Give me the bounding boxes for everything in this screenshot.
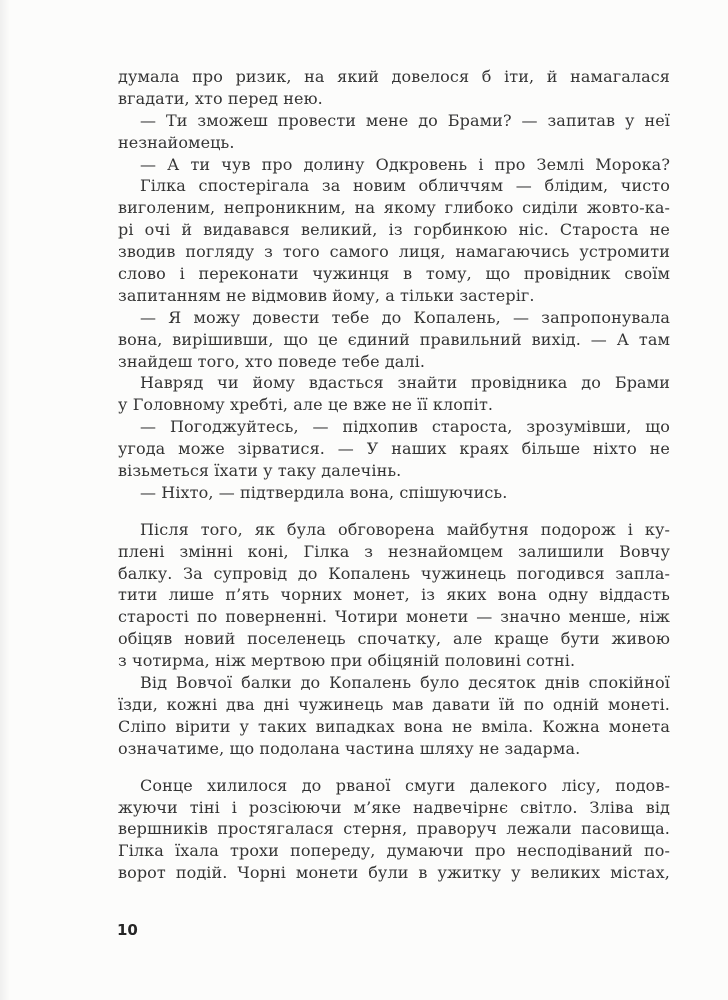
text-line: вершників простягалася стерня, праворуч лежали пасовища. xyxy=(118,819,670,839)
text-line: вона, вирішивши, що це єдиний правильний вихід. — А там xyxy=(118,329,670,349)
text-line: незнайомець. xyxy=(118,132,235,152)
text-line: Від Вовчої балки до Копалень було десяток днів спокійної xyxy=(140,673,670,693)
text-line: слово і переконати чужинця в тому, що провідник своїм xyxy=(118,264,670,284)
text-line: думала про ризик, на який довелося б іти, й намагалася xyxy=(118,67,670,86)
text-line: вгадати, хто перед нею. xyxy=(118,88,323,108)
text-line: Після того, як була обговорена майбутня подорож і ку- xyxy=(140,519,670,539)
text-line: — Я можу довести тебе до Копалень, — запропонувала xyxy=(140,307,670,327)
paragraph xyxy=(118,110,670,154)
text-line: Сонце хилилося до рваної смуги далекого лісу, подов- xyxy=(140,775,670,795)
text-line: угода може зірватися. — У наших краях більше ніхто не xyxy=(118,439,670,459)
text-line: — Ти зможеш провести мене до Брами? — запитав у неї xyxy=(140,110,670,130)
page-number: 10 xyxy=(117,921,138,939)
paragraph xyxy=(118,482,670,504)
text-line: у Головному хребті, але це вже не її клопіт. xyxy=(118,395,494,415)
paragraph xyxy=(118,519,670,672)
text-line: Сліпо вірити у таких випадках вона не вміла. Кожна монета xyxy=(118,716,670,736)
paragraph xyxy=(118,66,670,110)
text-line: зводив погляду з того самого лиця, намагаючись устромити xyxy=(118,242,670,262)
text-line: Гілка спостерігала за новим обличчям — блідим, чисто xyxy=(140,176,670,196)
text-line: тити лише п’ять чорних монет, із яких вона одну віддасть xyxy=(118,585,670,605)
text-line: Гілка їхала трохи попереду, думаючи про несподіваний по- xyxy=(118,841,670,861)
paragraph xyxy=(118,372,670,416)
text-line: запитанням не відмовив йому, а тільки застеріг. xyxy=(118,285,535,305)
text-line: знайдеш того, хто поведе тебе далі. xyxy=(118,351,426,371)
text-line: рі очі й видавався великий, із горбинкою ніс. Староста не xyxy=(118,220,670,240)
text-line: плені змінні коні, Гілка з незнайомцем залишили Вовчу xyxy=(118,541,670,561)
text-line: Навряд чи йому вдасться знайти провідника до Брами xyxy=(140,373,670,393)
text-line: — Ніхто, — підтвердила вона, спішуючись. xyxy=(140,482,508,502)
paragraph xyxy=(118,416,670,482)
paragraph xyxy=(118,154,670,176)
paragraph xyxy=(118,672,670,760)
text-line: з чотирма, ніж мертвою при обіцяній половині сотні. xyxy=(118,651,576,671)
paragraph xyxy=(118,307,670,373)
page-text xyxy=(118,66,670,884)
text-line: — Погоджуйтесь, — підхопив староста, зрозумівши, що xyxy=(140,417,670,437)
paragraph xyxy=(118,175,670,306)
text-line: виголеним, непроникним, на якому глибоко сиділи жовто-ка- xyxy=(118,198,670,218)
text-line: старості по поверненні. Чотири монети — значно менше, ніж xyxy=(118,607,670,627)
text-line: означатиме, що подолана частина шляху не задарма. xyxy=(118,738,581,758)
text-line: їзди, кожні два дні чужинець мав давати їй по одній монеті. xyxy=(118,694,670,714)
text-line: ворот подій. Чорні монети були в ужитку у великих містах, xyxy=(118,863,670,883)
text-line: балку. За супровід до Копалень чужинець погодився запла- xyxy=(118,563,670,583)
text-line: візьметься їхати у таку далечінь. xyxy=(118,461,402,481)
text-line: — А ти чув про долину Одкровень і про Землі Морока? xyxy=(140,154,670,174)
paragraph xyxy=(118,775,670,884)
text-line: обіцяв новий поселенець спочатку, але краще бути живою xyxy=(118,629,670,649)
text-line: жуючи тіні і розсіюючи м’яке надвечірнє світло. Зліва від xyxy=(118,797,670,817)
